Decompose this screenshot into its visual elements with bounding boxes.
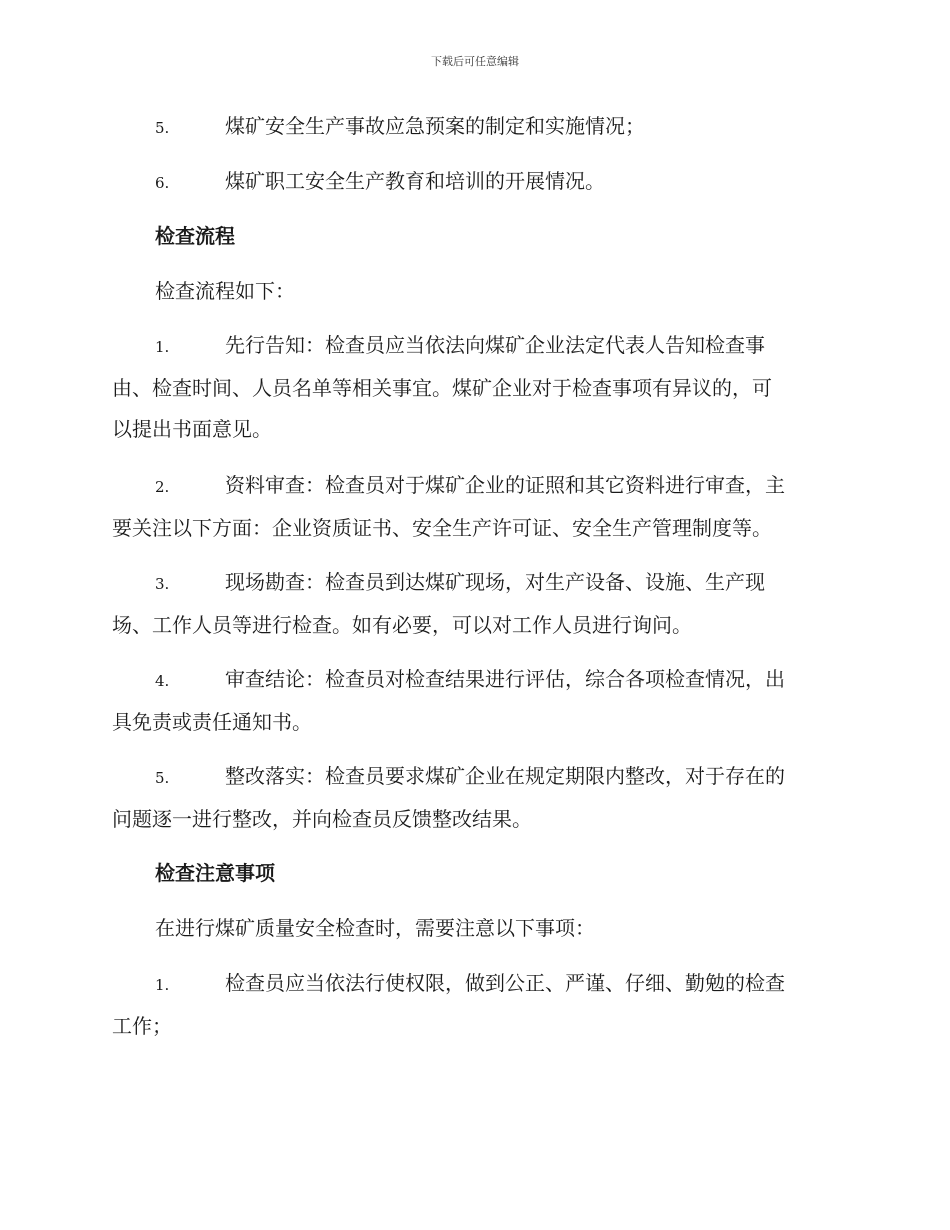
section-heading xyxy=(112,853,837,894)
list-item xyxy=(112,963,837,1047)
section-intro xyxy=(112,908,837,949)
item-text: 审查结论：检查员对检查结果进行评估，综合各项检查情况，出 xyxy=(225,667,785,691)
item-text: 现场勘查：检查员到达煤矿现场，对生产设备、设施、生产现 xyxy=(225,570,765,594)
item-number: 5. xyxy=(155,119,170,137)
section-title: 检查流程 xyxy=(155,224,235,248)
list-item xyxy=(112,106,837,149)
intro-text: 在进行煤矿质量安全检查时，需要注意以下事项： xyxy=(155,916,595,940)
list-item xyxy=(112,161,837,204)
item-text: 整改落实：检查员要求煤矿企业在规定期限内整改，对于存在的 xyxy=(225,764,785,788)
item-text: 煤矿安全生产事故应急预案的制定和实施情况； xyxy=(225,114,645,138)
item-text: 具免责或责任通知书。 xyxy=(112,710,312,734)
item-text: 检查员应当依法行使权限，做到公正、严谨、仔细、勤勉的检查 xyxy=(225,971,785,995)
item-text: 资料审查：检查员对于煤矿企业的证照和其它资料进行审查，主 xyxy=(225,473,785,497)
item-text: 由、检查时间、人员名单等相关事宜。煤矿企业对于检查事项有异议的，可 xyxy=(112,376,772,400)
list-item xyxy=(112,756,837,840)
page-header: 下载后可任意编辑 xyxy=(431,55,519,68)
item-number: 1. xyxy=(155,338,170,356)
item-number: 1. xyxy=(155,976,170,994)
item-number: 5. xyxy=(155,769,170,787)
list-item xyxy=(112,465,837,549)
list-item xyxy=(112,659,837,743)
section-heading xyxy=(112,216,837,257)
item-text: 煤矿职工安全生产教育和培训的开展情况。 xyxy=(225,169,605,193)
item-text: 问题逐一进行整改，并向检查员反馈整改结果。 xyxy=(112,807,532,831)
item-number: 4. xyxy=(155,672,170,690)
item-text: 工作； xyxy=(112,1014,172,1038)
item-number: 2. xyxy=(155,478,170,496)
item-text: 场、工作人员等进行检查。如有必要，可以对工作人员进行询问。 xyxy=(112,613,692,637)
section-intro xyxy=(112,271,837,312)
item-text: 以提出书面意见。 xyxy=(112,417,272,441)
item-number: 3. xyxy=(155,575,170,593)
list-item xyxy=(112,325,837,450)
item-number: 6. xyxy=(155,174,170,192)
item-text: 先行告知：检查员应当依法向煤矿企业法定代表人告知检查事 xyxy=(225,333,765,357)
intro-text: 检查流程如下： xyxy=(155,279,295,303)
section-title: 检查注意事项 xyxy=(155,861,275,885)
list-item xyxy=(112,562,837,646)
item-text: 要关注以下方面：企业资质证书、安全生产许可证、安全生产管理制度等。 xyxy=(112,516,772,540)
